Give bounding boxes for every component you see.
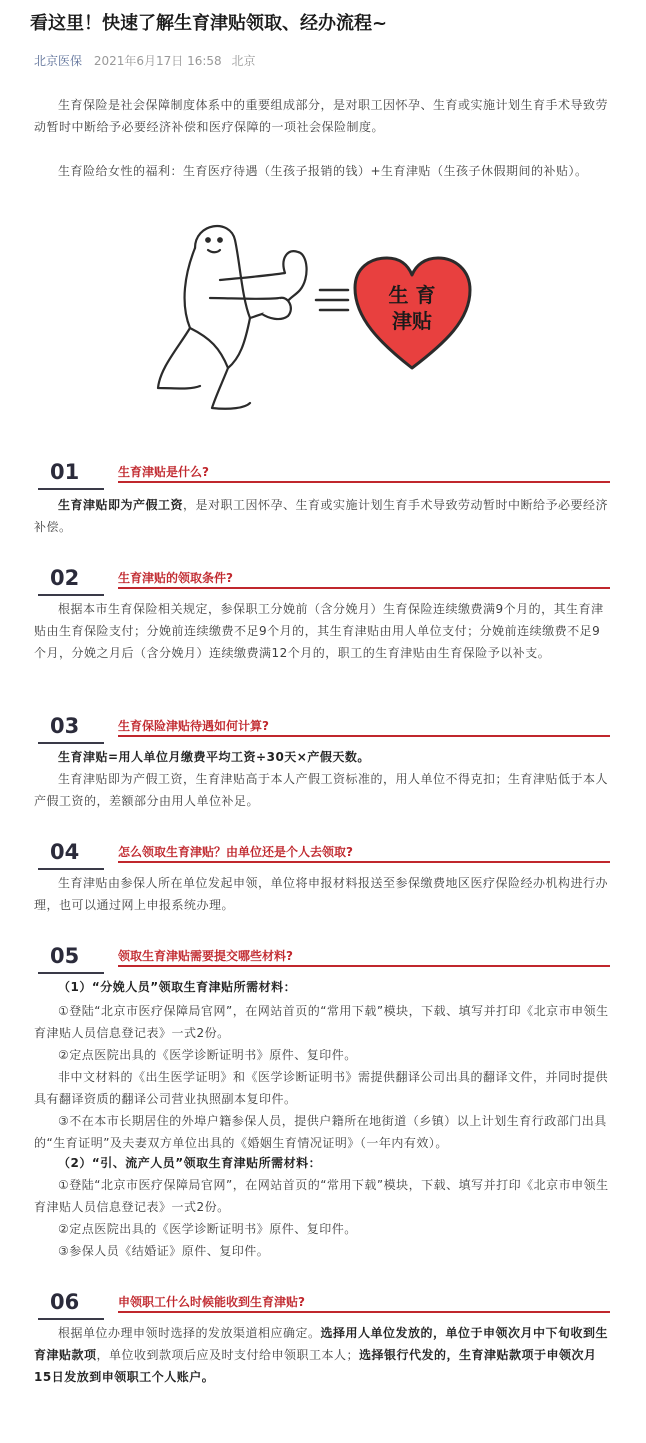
s1-item-3: ③不在本市长期居住的外埠户籍参保人员，提供户籍所在地街道（乡镇）以上计划生育行政部门出具的“生育证明”及夫妻双方单位出具的《婚姻生育情况证明》（一年内有效）。 bbox=[34, 1114, 607, 1150]
intro-paragraph-1: 生育保险是社会保障制度体系中的重要组成部分，是对职工因怀孕、生育或实施计划生育手术导致劳动暂时中断给予必要经济补偿和医疗保障的一项社会保险制度。 bbox=[34, 98, 609, 134]
section-title: 申领职工什么时候能收到生育津贴? bbox=[118, 1295, 305, 1309]
section-number: 05 bbox=[50, 944, 80, 968]
number-underline bbox=[38, 868, 104, 870]
section-04-text: 生育津贴由参保人所在单位发起申领，单位将申报材料报送至参保缴费地区医疗保险经办机构进行办理，也可以通过网上申报系统办理。 bbox=[34, 876, 609, 912]
s2-item-3: ③参保人员《结婚证》原件、复印件。 bbox=[58, 1244, 270, 1258]
section-03-text: 生育津贴即为产假工资，生育津贴高于本人产假工资标准的，用人单位不得克扣；生育津贴低于本人产假工资的，差额部分由用人单位补足。 bbox=[34, 772, 609, 808]
section-number: 06 bbox=[50, 1290, 80, 1314]
heart-label-line1: 生 育 bbox=[388, 283, 436, 307]
section-rule bbox=[118, 587, 610, 589]
section-number: 03 bbox=[50, 714, 80, 738]
section-number: 04 bbox=[50, 840, 80, 864]
section-title: 生育津贴是什么? bbox=[118, 465, 209, 479]
account-name-link[interactable]: 北京医保 bbox=[34, 54, 83, 68]
sub-heading-1 bbox=[34, 976, 610, 998]
section-rule bbox=[118, 965, 610, 967]
intro-paragraph-2: 生育险给女性的福利：生育医疗待遇（生孩子报销的钱）+生育津贴（生孩子休假期间的补贴）。 bbox=[58, 164, 588, 178]
article-meta bbox=[34, 52, 256, 69]
s6-bold-2: 选择银行代发的，生育津贴款项于申领次月15日发放到申领职工个人账户。 bbox=[34, 1348, 597, 1384]
section-title: 生育保险津贴待遇如何计算? bbox=[118, 719, 269, 733]
section-title: 领取生育津贴需要提交哪些材料? bbox=[118, 949, 293, 963]
s6-text-1: 根据单位办理申领时选择的发放渠道相应确定。 bbox=[58, 1326, 321, 1340]
section-01-body: ，是对职工因怀孕、生育或实施计划生育手术导致劳动暂时中断给予必要经济补偿。 bbox=[34, 498, 609, 534]
section-title: 怎么领取生育津贴？由单位还是个人去领取? bbox=[118, 845, 353, 859]
section-02-text: 根据本市生育保险相关规定，参保职工分娩前（含分娩月）生育保险连续缴费满9个月的，其生育津贴由生育保险支付；分娩前连续缴费不足9个月的，其生育津贴由用人单位支付；分娩前连续缴费不足9个月，分娩之月后（含分娩月）连续缴费满12个月的，职工的生育津贴由生育保险予以补支。 bbox=[34, 602, 604, 660]
s1-item-1: ①登陆“北京市医疗保障局官网”，在网站首页的“常用下载”模块，下载、填写并打印《北京市申领生育津贴人员信息登记表》一式2份。 bbox=[34, 1004, 609, 1040]
sub-heading-2-text: （2）“引、流产人员”领取生育津贴所需材料： bbox=[58, 1156, 322, 1170]
s6-text-2: ，单位收到款项后应及时支付给申领职工本人； bbox=[96, 1348, 360, 1362]
section-heading-06 bbox=[34, 1288, 610, 1316]
section-heading-03 bbox=[34, 712, 610, 740]
section-title: 生育津贴的领取条件? bbox=[118, 571, 233, 585]
illustration-figure-heart bbox=[150, 218, 495, 423]
s2-item-2: ②定点医院出具的《医学诊断证明书》原件、复印件。 bbox=[58, 1222, 357, 1236]
s2-item-1: ①登陆“北京市医疗保障局官网”，在网站首页的“常用下载”模块，下载、填写并打印《北京市申领生育津贴人员信息登记表》一式2份。 bbox=[34, 1178, 609, 1214]
bold-lead: 生育津贴即为产假工资 bbox=[58, 498, 184, 512]
section-heading-05 bbox=[34, 942, 610, 970]
article-title: 看这里！快速了解生育津贴领取、经办流程~ bbox=[30, 13, 388, 34]
section-number: 02 bbox=[50, 566, 80, 590]
section-rule bbox=[118, 861, 610, 863]
sub-heading-2 bbox=[34, 1152, 610, 1174]
section-heading-01 bbox=[34, 458, 610, 486]
number-underline bbox=[38, 594, 104, 596]
number-underline bbox=[38, 1318, 104, 1320]
s1-item-2: ②定点医院出具的《医学诊断证明书》原件、复印件。 bbox=[58, 1048, 357, 1062]
publish-location: 北京 bbox=[231, 54, 256, 68]
section-03-formula bbox=[34, 746, 610, 768]
formula-text: 生育津贴=用人单位月缴费平均工资÷30天×产假天数。 bbox=[58, 750, 370, 764]
sub-heading-1-text: （1）“分娩人员”领取生育津贴所需材料： bbox=[58, 980, 297, 994]
number-underline bbox=[38, 972, 104, 974]
section-01-text bbox=[34, 494, 610, 538]
section-rule bbox=[118, 735, 610, 737]
heart-label-line2: 津贴 bbox=[392, 309, 432, 333]
section-rule bbox=[118, 1311, 610, 1313]
section-heading-02 bbox=[34, 564, 610, 592]
section-rule bbox=[118, 481, 610, 483]
number-underline bbox=[38, 488, 104, 490]
s6-bold-1: 选择用人单位发放的，单位于申领次月中下旬收到生育津贴款项 bbox=[34, 1326, 609, 1362]
section-06-text bbox=[34, 1322, 610, 1388]
number-underline bbox=[38, 742, 104, 744]
cartoon-figure-icon bbox=[158, 226, 307, 409]
section-heading-04 bbox=[34, 838, 610, 866]
motion-lines-icon bbox=[316, 290, 348, 310]
publish-date: 2021年6月17日 16:58 bbox=[93, 54, 222, 68]
s1-note: 非中文材料的《出生医学证明》和《医学诊断证明书》需提供翻译公司出具的翻译文件，并同时提供具有翻译资质的翻译公司营业执照副本复印件。 bbox=[34, 1070, 609, 1106]
section-number: 01 bbox=[50, 460, 80, 484]
